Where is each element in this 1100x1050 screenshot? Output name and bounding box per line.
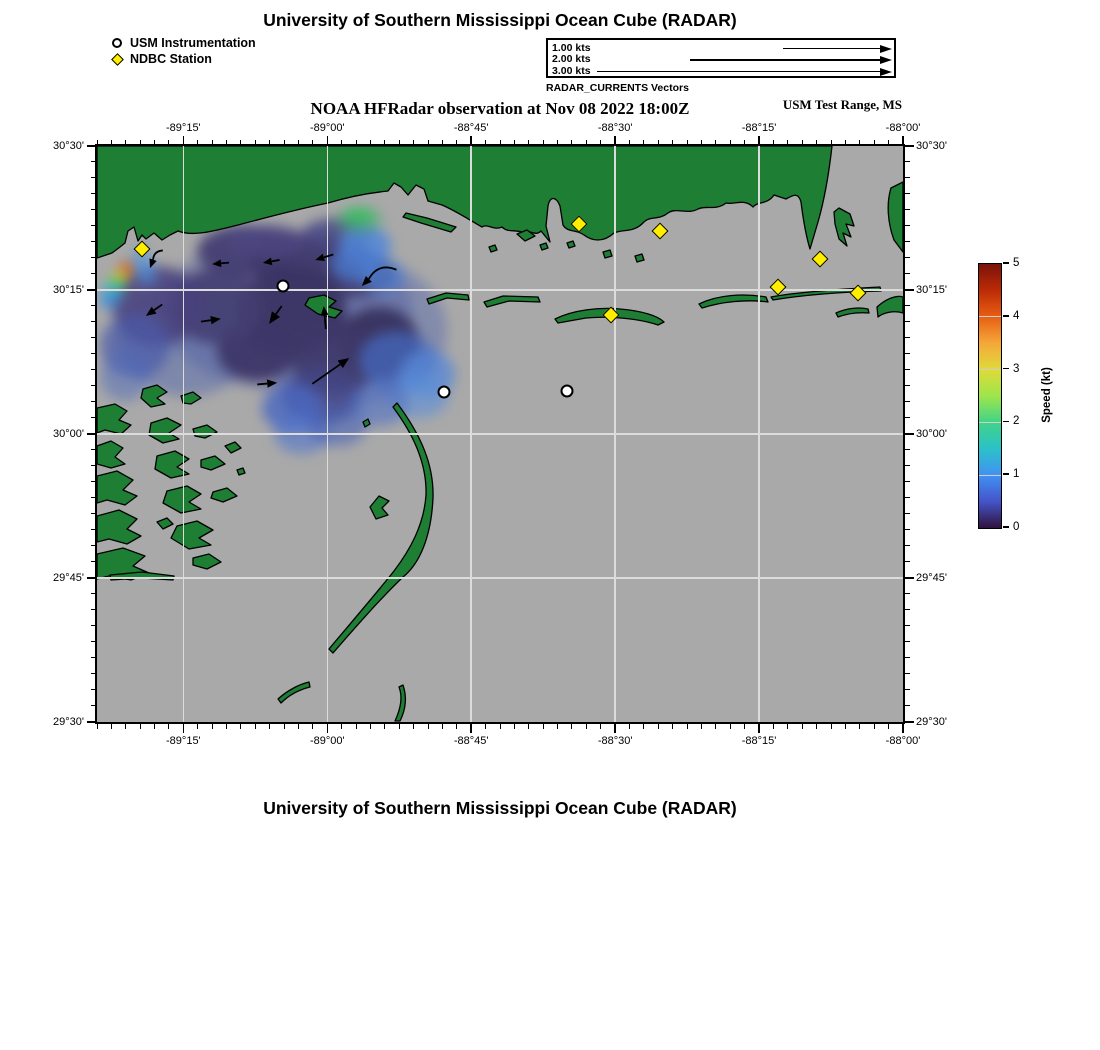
axis-tick bbox=[744, 724, 745, 729]
axis-tick bbox=[802, 724, 803, 729]
lat-axis-label: 30°15' bbox=[916, 284, 947, 296]
vector-scale-label: 2.00 kts bbox=[552, 53, 591, 65]
vector-scale-arrowhead bbox=[880, 68, 892, 76]
lon-axis-label: -89°00' bbox=[309, 122, 345, 134]
axis-tick bbox=[905, 641, 910, 642]
axis-tick bbox=[905, 241, 910, 242]
lat-axis-label: 30°00' bbox=[916, 428, 947, 440]
axis-tick bbox=[816, 724, 817, 729]
axis-tick bbox=[370, 724, 371, 729]
lat-axis-label: 30°15' bbox=[53, 284, 84, 296]
colorbar-title: Speed (kt) bbox=[1041, 367, 1053, 423]
axis-tick bbox=[905, 481, 910, 482]
vector-scale-arrowhead bbox=[880, 45, 892, 53]
axis-tick bbox=[905, 465, 910, 466]
axis-tick bbox=[384, 724, 385, 729]
axis-tick bbox=[888, 724, 889, 729]
axis-tick bbox=[428, 724, 429, 729]
axis-tick bbox=[905, 545, 910, 546]
lat-axis-label: 29°30' bbox=[916, 716, 947, 728]
axis-tick bbox=[442, 724, 443, 729]
axis-tick bbox=[905, 593, 910, 594]
axis-tick bbox=[586, 724, 587, 729]
axis-tick bbox=[600, 724, 601, 729]
lon-axis-label: -88°00' bbox=[885, 122, 921, 134]
axis-tick bbox=[905, 722, 910, 723]
axis-tick bbox=[543, 724, 544, 729]
axis-tick bbox=[715, 724, 716, 729]
lon-axis-label: -89°15' bbox=[166, 735, 201, 747]
axis-tick bbox=[859, 724, 860, 729]
legend-label-ndbc: NDBC Station bbox=[130, 52, 212, 66]
ndbc-station-icon bbox=[111, 53, 124, 66]
axis-tick bbox=[905, 337, 910, 338]
axis-tick bbox=[831, 724, 832, 729]
region-label: USM Test Range, MS bbox=[782, 97, 902, 112]
page-title-bottom: University of Southern Mississippi Ocean Cube (RADAR) bbox=[263, 798, 737, 818]
colorbar-tick-label: 5 bbox=[1013, 257, 1020, 269]
axis-tick bbox=[905, 353, 910, 354]
axis-tick bbox=[111, 724, 112, 729]
axis-tick bbox=[905, 225, 910, 226]
axis-tick bbox=[672, 724, 673, 729]
usm-instrument-marker bbox=[276, 279, 289, 292]
axis-tick bbox=[902, 724, 904, 733]
axis-tick bbox=[284, 724, 285, 729]
axis-tick bbox=[226, 724, 227, 729]
axis-tick bbox=[903, 724, 904, 729]
colorbar-crossline bbox=[979, 316, 1001, 317]
axis-tick bbox=[341, 724, 342, 729]
axis-tick bbox=[643, 724, 644, 729]
vector-scale-label: 1.00 kts bbox=[552, 41, 591, 54]
axis-tick bbox=[240, 724, 241, 729]
axis-tick bbox=[298, 724, 299, 729]
current-vector-arrow bbox=[265, 303, 286, 327]
axis-tick bbox=[905, 449, 910, 450]
axis-tick bbox=[905, 657, 910, 658]
lon-axis-label: -88°00' bbox=[885, 735, 921, 747]
axis-tick bbox=[528, 724, 529, 729]
colorbar-crossline bbox=[979, 369, 1001, 370]
axis-tick bbox=[905, 689, 910, 690]
axis-tick bbox=[614, 724, 616, 733]
lon-axis-label: -88°30' bbox=[597, 735, 633, 747]
colorbar-tick bbox=[1003, 473, 1009, 475]
lat-axis-label: 29°30' bbox=[53, 716, 84, 728]
colorbar-crossline bbox=[979, 422, 1001, 423]
colorbar-tick-label: 4 bbox=[1013, 309, 1020, 322]
lat-axis-label: 30°30' bbox=[916, 140, 947, 152]
usm-instrument-marker bbox=[560, 384, 573, 397]
vector-scale-arrowhead bbox=[880, 56, 892, 64]
axis-tick bbox=[773, 724, 774, 729]
usm-instrumentation-icon bbox=[112, 38, 122, 48]
axis-tick bbox=[183, 724, 184, 729]
vector-scale-caption: RADAR_CURRENTS Vectors bbox=[546, 82, 689, 94]
axis-tick bbox=[470, 724, 472, 733]
lat-axis-label: 29°45' bbox=[53, 572, 84, 584]
axis-tick bbox=[571, 724, 572, 729]
axis-tick bbox=[140, 724, 141, 729]
axis-tick bbox=[905, 673, 910, 674]
lon-axis-label: -89°15' bbox=[166, 122, 201, 134]
axis-tick bbox=[456, 724, 457, 729]
axis-tick bbox=[125, 724, 126, 729]
colorbar-tick bbox=[1003, 315, 1009, 317]
current-vector-arrow bbox=[212, 259, 230, 268]
vector-scale-box bbox=[546, 38, 896, 78]
axis-tick bbox=[557, 724, 558, 729]
axis-tick bbox=[905, 401, 910, 402]
axis-tick bbox=[905, 321, 910, 322]
axis-tick bbox=[905, 609, 910, 610]
current-vector-arrow bbox=[314, 251, 334, 264]
axis-tick bbox=[905, 561, 910, 562]
current-vector-arrow bbox=[257, 379, 278, 389]
axis-tick bbox=[905, 193, 910, 194]
colorbar-tick-label: 0 bbox=[1013, 521, 1020, 533]
vector-scale-label: 3.00 kts bbox=[552, 64, 591, 77]
colorbar-tick-label: 3 bbox=[1013, 362, 1020, 375]
axis-tick bbox=[701, 724, 702, 729]
colorbar-tick bbox=[1003, 526, 1009, 528]
axis-tick bbox=[905, 417, 910, 418]
axis-tick bbox=[905, 497, 910, 498]
axis-tick bbox=[905, 433, 910, 434]
axis-tick bbox=[500, 724, 501, 729]
axis-tick bbox=[905, 577, 914, 579]
lon-axis-label: -88°45' bbox=[453, 735, 489, 747]
current-vector-arrow bbox=[359, 258, 397, 296]
axis-tick bbox=[905, 289, 910, 290]
speed-colorbar bbox=[978, 263, 1002, 529]
colorbar-tick-label: 1 bbox=[1013, 468, 1020, 481]
axis-tick bbox=[658, 724, 659, 729]
current-vector-arrow bbox=[310, 354, 352, 387]
axis-tick bbox=[905, 721, 914, 723]
lat-axis-label: 29°45' bbox=[916, 572, 947, 584]
axis-tick bbox=[905, 577, 910, 578]
colorbar-tick bbox=[1003, 421, 1009, 423]
axis-tick bbox=[905, 433, 914, 435]
axis-tick bbox=[874, 724, 875, 729]
vector-scale-line bbox=[597, 71, 880, 73]
axis-tick bbox=[905, 529, 910, 530]
axis-tick bbox=[905, 257, 910, 258]
axis-tick bbox=[759, 724, 760, 729]
lon-axis-label: -88°15' bbox=[741, 735, 777, 747]
axis-tick bbox=[197, 724, 198, 729]
current-vector-arrow bbox=[200, 315, 221, 326]
lon-axis-label: -89°00' bbox=[309, 735, 345, 747]
axis-tick bbox=[269, 724, 270, 729]
axis-tick bbox=[168, 724, 169, 729]
axis-tick bbox=[905, 273, 910, 274]
axis-tick bbox=[615, 724, 616, 729]
axis-tick bbox=[905, 145, 914, 147]
axis-tick bbox=[730, 724, 731, 729]
current-vectors-layer bbox=[97, 146, 903, 722]
observation-subtitle: NOAA HFRadar observation at Nov 08 2022 18:00Z bbox=[310, 99, 690, 118]
axis-tick bbox=[758, 724, 760, 733]
axis-tick bbox=[97, 724, 98, 729]
axis-tick bbox=[312, 724, 313, 729]
lat-axis-label: 30°30' bbox=[53, 140, 84, 152]
legend-label-usm: USM Instrumentation bbox=[130, 36, 256, 50]
axis-tick bbox=[905, 369, 910, 370]
axis-tick bbox=[485, 724, 486, 729]
colorbar-tick-label: 2 bbox=[1013, 415, 1020, 428]
current-vector-arrow bbox=[262, 256, 280, 266]
colorbar-crossline bbox=[979, 475, 1001, 476]
usm-instrument-marker bbox=[438, 385, 451, 398]
vector-scale-line bbox=[690, 59, 880, 61]
colorbar-tick bbox=[1003, 368, 1009, 370]
map-canvas bbox=[95, 144, 905, 724]
current-vector-arrow bbox=[143, 301, 164, 319]
axis-tick bbox=[905, 625, 910, 626]
lon-axis-label: -88°15' bbox=[741, 122, 777, 134]
axis-tick bbox=[356, 724, 357, 729]
axis-tick bbox=[629, 724, 630, 729]
axis-tick bbox=[787, 724, 788, 729]
axis-tick bbox=[687, 724, 688, 729]
current-vector-arrow bbox=[320, 306, 330, 330]
vector-scale-line bbox=[783, 48, 880, 50]
axis-tick bbox=[327, 724, 328, 729]
axis-tick bbox=[154, 724, 155, 729]
lat-axis-label: 30°00' bbox=[53, 428, 84, 440]
axis-tick bbox=[255, 724, 256, 729]
axis-tick bbox=[905, 305, 910, 306]
axis-tick bbox=[399, 724, 400, 729]
axis-tick bbox=[905, 177, 910, 178]
axis-tick bbox=[212, 724, 213, 729]
axis-tick bbox=[514, 724, 515, 729]
axis-tick bbox=[905, 209, 910, 210]
axis-tick bbox=[905, 513, 910, 514]
axis-tick bbox=[905, 385, 910, 386]
axis-tick bbox=[413, 724, 414, 729]
lon-axis-label: -88°30' bbox=[597, 122, 633, 134]
axis-tick bbox=[845, 724, 846, 729]
axis-tick bbox=[183, 724, 185, 733]
axis-tick bbox=[471, 724, 472, 729]
axis-tick bbox=[327, 724, 329, 733]
colorbar-tick bbox=[1003, 262, 1009, 264]
axis-tick bbox=[905, 705, 910, 706]
axis-tick bbox=[905, 289, 914, 291]
page-title-top: University of Southern Mississippi Ocean Cube (RADAR) bbox=[263, 10, 737, 30]
axis-tick bbox=[905, 161, 910, 162]
lon-axis-label: -88°45' bbox=[453, 122, 489, 134]
